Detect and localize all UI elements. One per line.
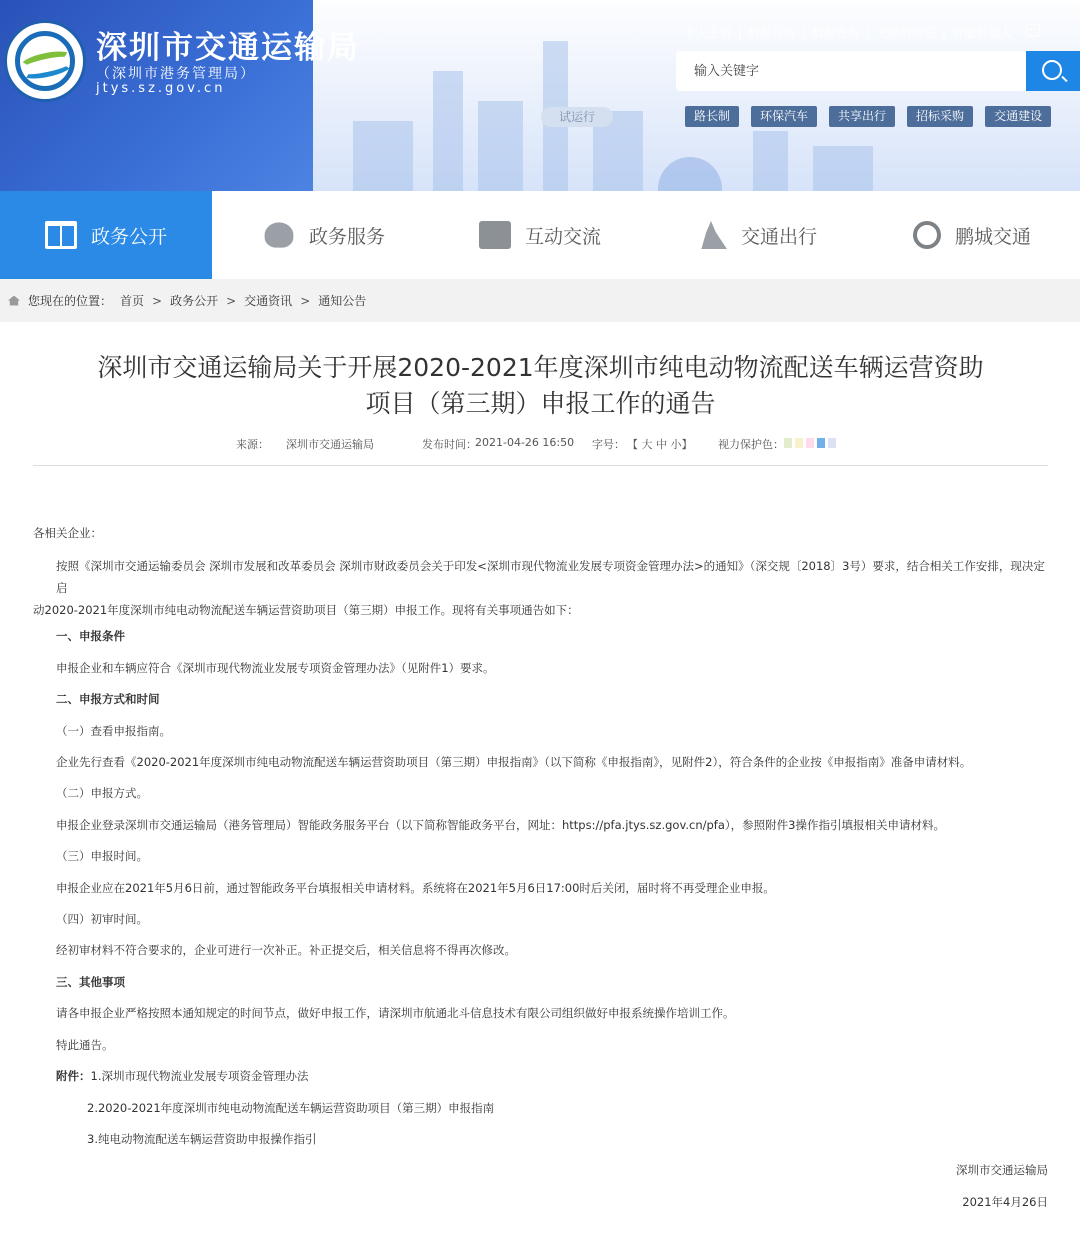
nav-item-gov-affairs[interactable] xyxy=(0,191,212,279)
quick-link-road-chief[interactable]: 路长制 xyxy=(685,106,739,127)
section-3-title: 三、其他事项 xyxy=(56,974,125,989)
breadcrumb-traffic-news[interactable]: 交通资讯 xyxy=(244,294,293,308)
intro-paragraph-line2: 动2020-2021年度深圳市纯电动物流配送车辆运营资助项目（第三期）申报工作。现将有关事项通告如下： xyxy=(33,603,579,618)
swatch-green[interactable] xyxy=(784,438,792,448)
site-domain: jtys.sz.gov.cn xyxy=(96,81,226,96)
attachment-2-link[interactable]: 2.2020-2021年度深圳市纯电动物流配送车辆运营资助项目（第三期）申报指南 xyxy=(87,1100,495,1115)
meta-date-label: 发布时间： xyxy=(422,438,477,451)
meta-eye-label: 视力保护色： xyxy=(718,438,784,451)
attachment-1-row xyxy=(33,1061,1048,1092)
top-links: 个人主页 | 数据开放 | 数据发布 | 无障碍浏览 | 智能机器人 xyxy=(683,25,1012,40)
top-link-robot[interactable]: 智能机器人 xyxy=(951,26,1012,40)
nav-item-travel[interactable] xyxy=(648,191,864,279)
attachment-1-link[interactable]: 1.深圳市现代物流业发展专项资金管理办法 xyxy=(90,1069,309,1084)
nav-label: 互动交流 xyxy=(524,225,601,248)
article-meta xyxy=(33,436,1048,466)
section-2b-title: （二）申报方式。 xyxy=(56,786,148,801)
breadcrumb-prefix: 您现在的位置： xyxy=(28,294,113,308)
search-input[interactable] xyxy=(676,51,1026,91)
search-icon xyxy=(1042,60,1062,80)
home-icon xyxy=(8,296,20,306)
nav-item-gov-services[interactable] xyxy=(216,191,432,279)
swatch-yellow[interactable] xyxy=(795,438,803,448)
breadcrumb-separator: > xyxy=(226,293,237,308)
trial-badge: 试运行 xyxy=(541,107,613,127)
article-title xyxy=(33,350,1048,422)
site-title[interactable]: 深圳市交通运输局 xyxy=(96,30,360,66)
map-pin-icon xyxy=(695,221,727,249)
breadcrumb-separator: > xyxy=(300,293,311,308)
breadcrumb-separator: > xyxy=(152,293,163,308)
intro-paragraph-line1: 按照《深圳市交通运输委员会 深圳市发展和改革委员会 深圳市财政委员会关于印发<深圳市现代物流业发展专项资金管理办法>的通知》（深交规〔2018〕3号）要求，结合相关工作安排，现决定启 xyxy=(56,559,1045,596)
section-2d-title: （四）初审时间。 xyxy=(56,912,148,927)
attachment-label: 附件： xyxy=(56,1069,91,1084)
top-link-open-data[interactable]: 数据开放 xyxy=(747,26,796,40)
quick-link-eco-vehicle[interactable]: 环保汽车 xyxy=(751,106,817,127)
signature-date: 2021年4月26日 xyxy=(962,1194,1048,1209)
breadcrumb-gov-affairs[interactable]: 政务公开 xyxy=(170,294,219,308)
signature: 深圳市交通运输局 xyxy=(956,1163,1048,1178)
article-title-line2: 项目（第三期）申报工作的通告 xyxy=(365,389,716,418)
meta-date-value: 2021-04-26 16:50 xyxy=(475,436,575,449)
meta-source-label: 来源： xyxy=(236,438,269,451)
breadcrumb-home[interactable]: 首页 xyxy=(120,294,145,308)
book-icon xyxy=(45,221,77,249)
nav-label: 鹏城交通 xyxy=(954,225,1031,248)
top-link-personal[interactable]: 个人主页 xyxy=(683,26,732,40)
eye-protection-swatches xyxy=(784,438,836,448)
section-2-title: 二、申报方式和时间 xyxy=(56,692,160,707)
article-body xyxy=(33,518,1048,1218)
search-button[interactable] xyxy=(1026,51,1080,91)
section-2b-text: 申报企业登录深圳市交通运输局（港务管理局）智能政务服务平台（以下简称智能政务平台，网址：https://pfa.jtys.sz.gov.cn/pfa），参照附件3操作指引填报相关申请材料。 xyxy=(56,817,945,832)
nav-label: 政务公开 xyxy=(90,225,167,248)
main-nav xyxy=(0,191,1080,279)
font-size-selector[interactable]: 【 大 中 小】 xyxy=(627,438,693,451)
site-header xyxy=(0,0,1080,191)
quick-links xyxy=(685,106,1051,127)
robot-icon[interactable] xyxy=(1026,24,1040,37)
nav-label: 交通出行 xyxy=(740,225,817,248)
nav-item-interaction[interactable] xyxy=(432,191,648,279)
greeting: 各相关企业： xyxy=(33,526,102,540)
quick-link-shared-travel[interactable]: 共享出行 xyxy=(829,106,895,127)
bureau-logo[interactable] xyxy=(4,20,86,102)
breadcrumb xyxy=(0,279,1080,322)
swatch-blue[interactable] xyxy=(817,438,825,448)
article-title-line1: 深圳市交通运输局关于开展2020-2021年度深圳市纯电动物流配送车辆运营资助 xyxy=(97,353,984,382)
section-2d-text: 经初审材料不符合要求的，企业可进行一次补正。补正提交后，相关信息将不得再次修改。 xyxy=(56,943,516,958)
swirl-icon xyxy=(913,221,941,249)
attachment-3-link[interactable]: 3.纯电动物流配送车辆运营资助申报操作指引 xyxy=(87,1131,317,1146)
meta-font-label: 字号： xyxy=(592,438,625,451)
quick-link-procurement[interactable]: 招标采购 xyxy=(907,106,973,127)
quick-link-construction[interactable]: 交通建设 xyxy=(985,106,1051,127)
site-subtitle: （深圳市港务管理局） xyxy=(96,66,256,82)
section-1-title: 一、申报条件 xyxy=(56,629,125,644)
article xyxy=(33,322,1048,1218)
closing: 特此通告。 xyxy=(56,1037,114,1052)
meta-source-value: 深圳市交通运输局 xyxy=(286,438,374,451)
section-1-text: 申报企业和车辆应符合《深圳市现代物流业发展专项资金管理办法》（见附件1）要求。 xyxy=(56,660,495,675)
swatch-gray[interactable] xyxy=(828,438,836,448)
section-2a-text: 企业先行查看《2020-2021年度深圳市纯电动物流配送车辆运营资助项目（第三期）申报指南》（以下简称《申报指南》，见附件2），符合条件的企业按《申报指南》准备申请材料。 xyxy=(56,755,972,770)
chat-icon xyxy=(479,221,511,249)
section-2a-title: （一）查看申报指南。 xyxy=(56,723,171,738)
section-3-text: 请各申报企业严格按照本通知规定的时间节点，做好申报工作，请深圳市航通北斗信息技术有限公司组织做好申报系统操作培训工作。 xyxy=(56,1006,735,1021)
nav-label: 政务服务 xyxy=(308,225,385,248)
nav-item-pengcheng-traffic[interactable] xyxy=(864,191,1080,279)
breadcrumb-notices[interactable]: 通知公告 xyxy=(318,294,367,308)
top-link-data-release[interactable]: 数据发布 xyxy=(811,26,860,40)
swatch-pink[interactable] xyxy=(806,438,814,448)
section-2c-title: （三）申报时间。 xyxy=(56,849,148,864)
handshake-icon xyxy=(265,222,294,247)
top-link-accessibility[interactable]: 无障碍浏览 xyxy=(875,26,936,40)
search-box xyxy=(676,51,1080,91)
section-2c-text: 申报企业应在2021年5月6日前，通过智能政务平台填报相关申请材料。系统将在2021年5月6日17:00时后关闭，届时将不再受理企业申报。 xyxy=(56,880,775,895)
